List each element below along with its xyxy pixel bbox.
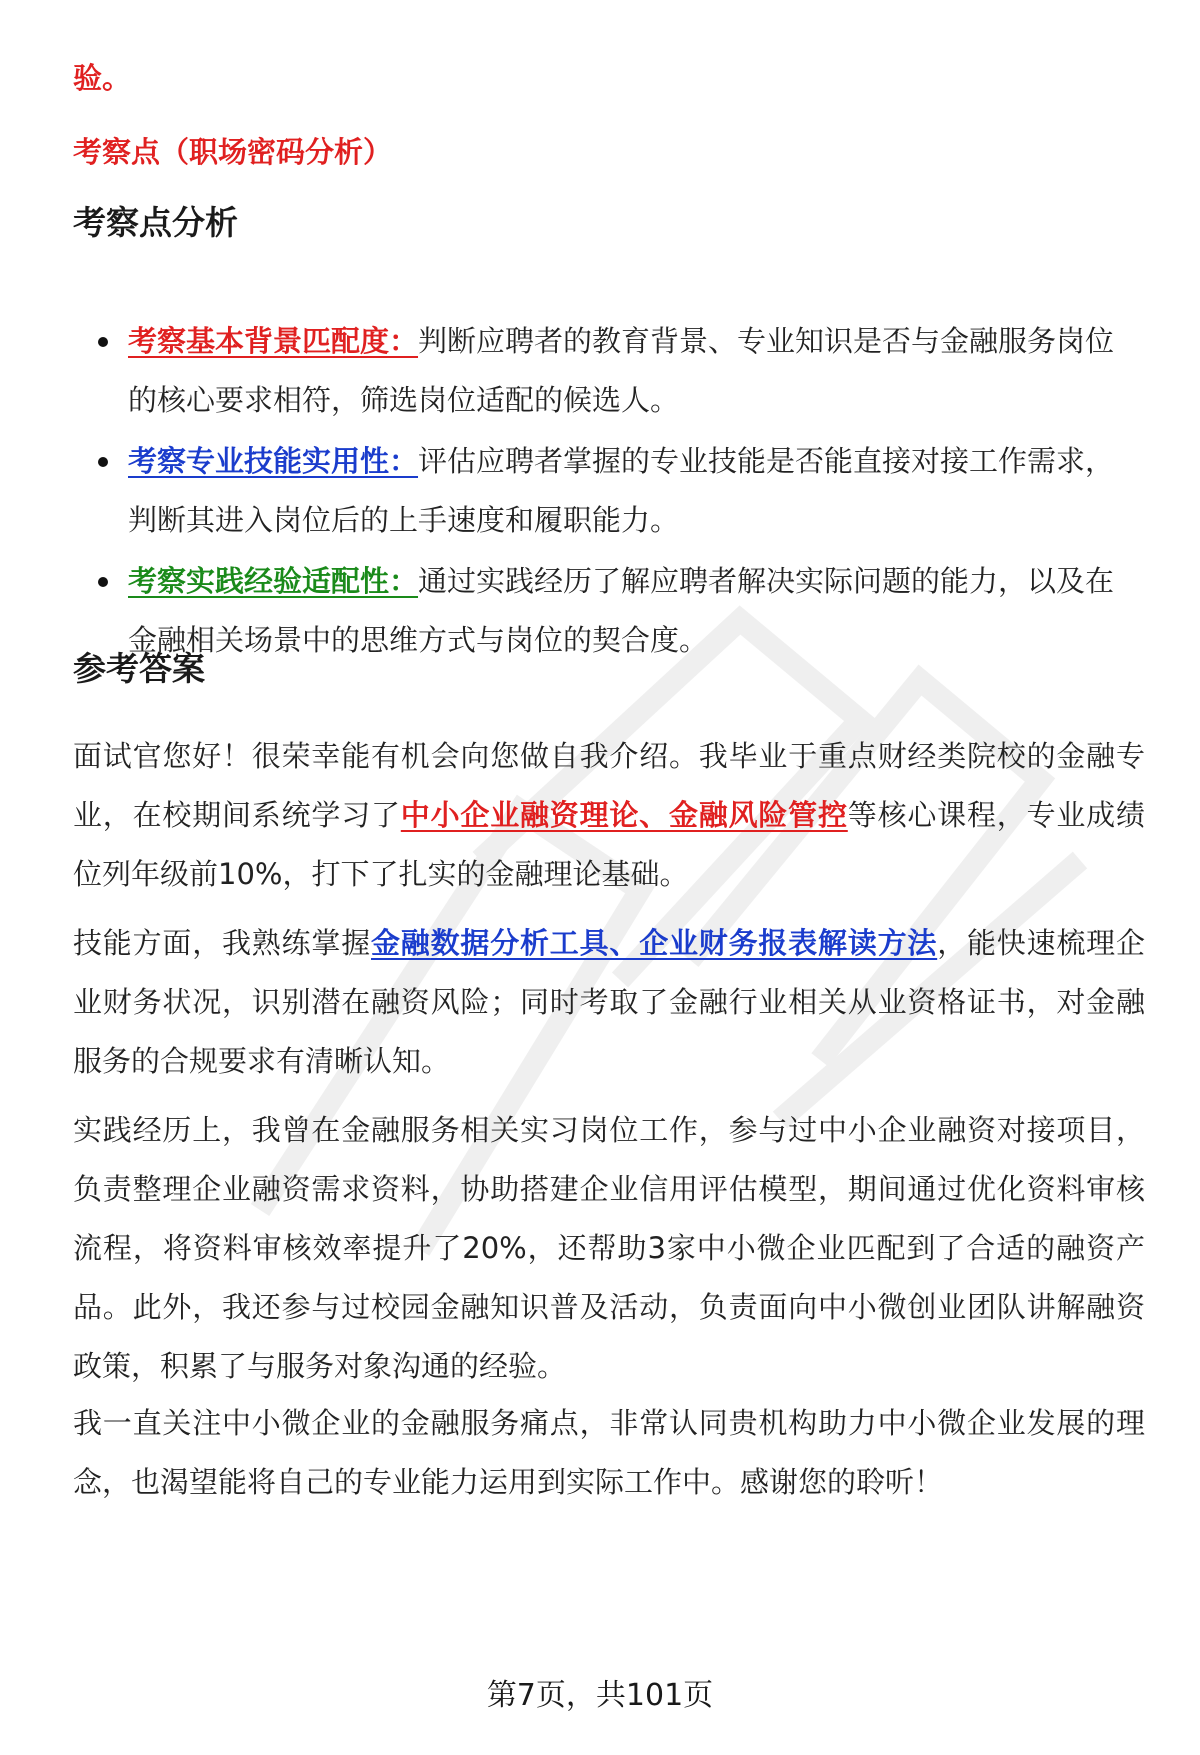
answer-highlight: 中小企业融资理论、金融风险管控: [400, 798, 848, 832]
analysis-text: 通过实践经历了解应聘者解决实际问题的能力，以及在金融相关场景中的思维方式与岗位的契合度。: [128, 564, 1115, 657]
bullet-dot-icon: [98, 457, 108, 467]
previous-section-tail: 验。: [73, 61, 132, 95]
answer-highlight: 金融数据分析工具、企业财务报表解读方法: [371, 926, 938, 960]
answer-text: 面试官您好！很荣幸能有机会向您做自我介绍。我毕业于重点财经类院校的金融专业，在校期间系统学习了: [73, 739, 1145, 832]
analysis-keyword: 考察实践经验适配性：: [128, 564, 419, 598]
analysis-item: [73, 432, 1143, 550]
section-subtitle: 考察点（职场密码分析）: [73, 135, 393, 169]
analysis-text: 评估应聘者掌握的专业技能是否能直接对接工作需求，判断其进入岗位后的上手速度和履职能力。: [128, 444, 1115, 537]
analysis-list: [73, 312, 1143, 672]
bullet-dot-icon: [98, 337, 108, 347]
analysis-item: [73, 312, 1143, 430]
analysis-text: 判断应聘者的教育背景、专业知识是否与金融服务岗位的核心要求相符，筛选岗位适配的候选人。: [128, 324, 1115, 417]
answer-paragraph-1: [73, 727, 1145, 904]
answer-paragraph-2: [73, 914, 1145, 1091]
page-number: 第7页，共101页: [486, 1678, 714, 1713]
answer-text: ，能快速梳理企业财务状况，识别潜在融资风险；同时考取了金融行业相关从业资格证书，对金融服务的合规要求有清晰认知。: [73, 926, 1145, 1078]
bullet-dot-icon: [98, 577, 108, 587]
answer-heading: 参考答案: [73, 649, 205, 688]
answer-paragraph-3: 实践经历上，我曾在金融服务相关实习岗位工作，参与过中小企业融资对接项目，负责整理企业融资需求资料，协助搭建企业信用评估模型，期间通过优化资料审核流程，将资料审核效率提升了20%，还帮助3家中小微企业匹配到了合适的融资产品。此外，我还参与过校园金融知识普及活动，负责面向中小微创业团队讲解融资政策，积累了与服务对象沟通的经验。: [73, 1113, 1145, 1383]
answer-text: 等核心课程，专业成绩位列年级前10%，打下了扎实的金融理论基础。: [73, 798, 1145, 891]
answer-text: 技能方面，我熟练掌握: [73, 926, 371, 960]
analysis-keyword: 考察基本背景匹配度：: [128, 324, 419, 358]
analysis-keyword: 考察专业技能实用性：: [128, 444, 419, 478]
analysis-heading: 考察点分析: [73, 203, 238, 242]
analysis-item: [73, 552, 1143, 670]
answer-paragraph-4: 我一直关注中小微企业的金融服务痛点，非常认同贵机构助力中小微企业发展的理念，也渴望能将自己的专业能力运用到实际工作中。感谢您的聆听！: [73, 1406, 1145, 1499]
